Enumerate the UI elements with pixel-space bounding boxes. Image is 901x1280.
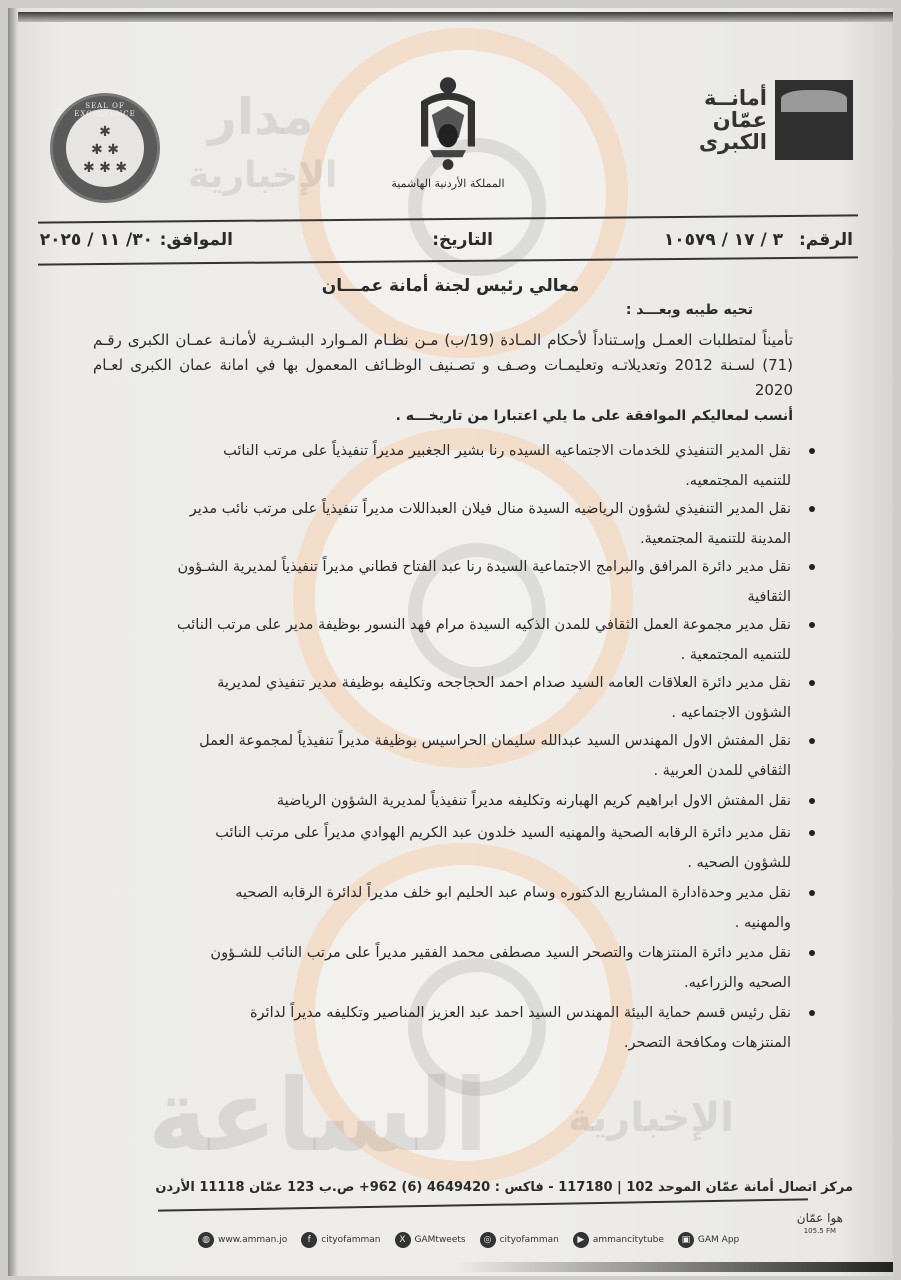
scan-edge [8, 12, 893, 22]
app-link[interactable] [678, 1232, 739, 1248]
request-line: أنسب لمعاليكم الموافقة على ما يلي اعتبارا من تاريخـــه . [395, 408, 793, 424]
item-line: نقل مدير دائرة المرافق والبرامج الاجتماعية السيدة رنا عبد الفتاح قطاني مديراً تنفيذياً لمديرية الشـؤون [177, 559, 791, 575]
logo-emblem-icon [775, 80, 853, 160]
item-line: للتنميه المجتمعية . [680, 647, 791, 663]
watermark-text: مدار [208, 88, 314, 146]
item-line: والمهنيه . [734, 915, 791, 931]
list-item [73, 998, 823, 1058]
list-item [73, 938, 823, 998]
seal-stars-icon: ✱ ✱ ✱ ✱ ✱ ✱ [66, 109, 144, 187]
seal-text: SEAL OF EXCELLENCE [74, 102, 136, 118]
list-item [73, 436, 823, 496]
footer-divider [158, 1198, 808, 1211]
crest-caption: المملكة الأردنية الهاشمية [391, 177, 505, 190]
item-line: نقل المفتش الاول ابراهيم كريم الهبارنه وتكليفه مديراً تنفيذياً لمديرية الشؤون الرياضية [276, 793, 791, 809]
youtube-icon: ▶ [573, 1232, 589, 1248]
link-label: GAMtweets [414, 1235, 466, 1245]
link-label: www.amman.jo [218, 1235, 288, 1245]
item-line: نقل مدير دائرة المنتزهات والتصحر السيد مصطفى محمد الفقير مديراً على مرتب النائب للشـؤون [210, 945, 791, 961]
greeting: تحيه طيبه وبعـــد : [625, 302, 753, 318]
item-line: للشؤون الصحيه . [687, 855, 791, 871]
item-line: الصحيه والزراعيه. [683, 975, 791, 991]
list-item [73, 726, 823, 786]
logo-text: أمانــة [703, 86, 767, 110]
radio-name: هوا عمّان [796, 1211, 843, 1225]
watermark-text: الساعة [148, 1057, 489, 1174]
date-label: التاريخ: [432, 230, 493, 250]
document-page [8, 8, 893, 1276]
item-line: الشؤون الاجتماعيه . [671, 705, 791, 721]
seal-of-excellence [50, 93, 160, 203]
logo-text: الكبرى [698, 130, 767, 154]
item-line: المدينة للتنمية المجتمعية. [639, 531, 791, 547]
item-line: نقل مدير دائرة الرقابه الصحية والمهنيه السيد خلدون عبد الكريم الهوادي مديراً على مرتب النائب [215, 825, 791, 841]
intro-paragraph: تأميناً لمتطلبات العمـل وإسـتناداً لأحكام المـادة (19/ب) مـن نظـام المـوارد البشـرية لأمانـة عمـان الكبرى رقـم (71) لسـنة 2012 وتعديلاتـه وتعليمـات وصـف و تصـنيف الوظـائف المعمول بها في امانة عمان الكبرى لعـام 2020 [93, 331, 794, 399]
item-line: نقل مدير مجموعة العمل الثقافي للمدن الذكيه السيدة مرام فهد النسور بوظيفة مدير على مرتب النائب [177, 617, 791, 633]
globe-icon: ◍ [198, 1232, 214, 1248]
addressee: معالي رئيس لجنة أمانة عمـــان [321, 276, 580, 296]
youtube-link[interactable] [573, 1232, 664, 1248]
facebook-link[interactable] [301, 1232, 380, 1248]
item-line: الثقافية [747, 589, 791, 605]
x-icon: X [395, 1232, 411, 1248]
reference-row [38, 230, 853, 256]
list-item [73, 494, 823, 554]
list-item [73, 610, 823, 670]
scan-shadow [453, 1262, 893, 1272]
item-line: نقل مدير دائرة العلاقات العامه السيد صدام احمد الحجاجحه وتكليفه بوظيفة مدير تنفيذي لمديرية [217, 675, 791, 691]
watermark-text: الإخبارية [188, 155, 338, 196]
social-links [198, 1232, 739, 1248]
royal-coat-of-arms [363, 74, 533, 191]
link-label: cityofamman [499, 1235, 559, 1245]
item-line: الثقافي للمدن العربية . [653, 763, 791, 779]
x-link[interactable] [395, 1232, 466, 1248]
logo-text: عمّان [712, 108, 767, 132]
list-item [73, 668, 823, 728]
link-label: cityofamman [321, 1235, 381, 1245]
list-item [73, 878, 823, 938]
corresponding-date: ٣٠/ ١١ / ٢٠٢٥ [39, 230, 153, 250]
link-label: ammancitytube [592, 1235, 664, 1245]
scan-edge [8, 8, 18, 1276]
radio-frequency: 105.5 FM [803, 1227, 837, 1235]
instagram-link[interactable] [480, 1232, 559, 1248]
website-link[interactable] [198, 1232, 287, 1248]
item-line: نقل المدير التنفيذي لشؤون الرياضيه السيدة منال فيلان العبداللات مديراً تنفيذياً على مرتب نائب مدير [189, 501, 791, 517]
item-line: المنتزهات ومكافحة التصحر. [623, 1035, 791, 1051]
app-icon: ▣ [678, 1232, 694, 1248]
list-item [73, 818, 823, 878]
item-line: نقل مدير وحدةادارة المشاريع الدكتوره وسام عبد الحليم ابو خلف مديراً لدائرة الرقابه الصحيه [235, 885, 791, 901]
amman-municipality-logo [699, 80, 853, 160]
item-line: نقل المدير التنفيذي للخدمات الاجتماعيه السيده رنا بشير الجغبير مديراً تنفيذياً على مرتب النائب [223, 443, 791, 459]
facebook-icon: f [301, 1232, 317, 1248]
ref-number: ٣ / ١٧ / ١٠٥٧٩ [663, 230, 783, 250]
hawa-amman-radio-logo [797, 1212, 843, 1238]
item-line: نقل رئيس قسم حماية البيئة المهندس السيد احمد عبد العزيز المناصير وتكليفه مديراً لدائرة [249, 1005, 791, 1021]
item-line: نقل المفتش الاول المهندس السيد عبدالله سليمان الحراسيس بوظيفة مديراً تنفيذياً لمجموعة العمل [199, 733, 791, 749]
link-label: GAM App [697, 1235, 740, 1245]
ref-label: الرقم: [798, 230, 853, 250]
item-line: للتنميه المجتمعيه. [685, 473, 791, 489]
coat-of-arms-icon [412, 74, 484, 174]
list-item [73, 786, 823, 816]
corresponding-label: الموافق: [159, 230, 233, 250]
list-item [73, 552, 823, 612]
watermark-text: الإخبارية [568, 1095, 734, 1141]
instagram-icon: ◎ [480, 1232, 496, 1248]
contact-info: مركز اتصال أمانة عمّان الموحد 102 | 117180 - فاكس : 4649420 (6) 962+ ص.ب 123 عمّان 11118 الأردن [155, 1180, 853, 1195]
